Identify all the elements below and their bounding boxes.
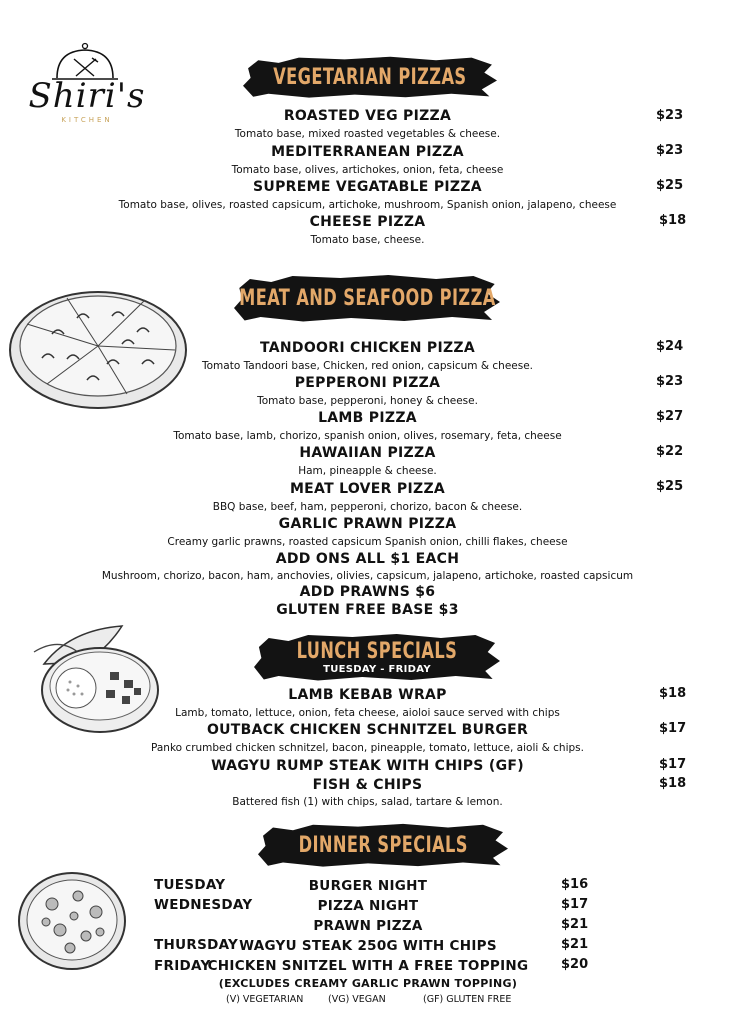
dinner-item-price: $20: [561, 957, 589, 972]
menu-item-name: GARLIC PRAWN PIZZA: [278, 516, 457, 532]
veg-section-banner: [243, 55, 497, 99]
menu-item-name: MEAT LOVER PIZZA: [289, 481, 446, 497]
menu-item-desc: Tomato base, pepperoni, honey & cheese.: [257, 395, 478, 407]
menu-item-price: $22: [656, 444, 684, 459]
menu-item-price: $18: [659, 776, 687, 791]
menu-item-price: $23: [656, 143, 684, 158]
menu-item-desc: Battered fish (1) with chips, salad, tartare & lemon.: [232, 796, 503, 808]
menu-item-price: $23: [656, 374, 684, 389]
menu-item-name: LAMB KEBAB WRAP: [288, 687, 447, 703]
menu-item-name: CHEESE PIZZA: [309, 214, 426, 230]
dinner-section-title: DINNER SPECIALS: [298, 832, 468, 858]
menu-item-name: MEDITERRANEAN PIZZA: [271, 144, 464, 160]
dinner-note: (EXCLUDES CREAMY GARLIC PRAWN TOPPING): [218, 977, 518, 990]
dinner-day: FRIDAY: [154, 958, 211, 974]
menu-item-name: WAGYU RUMP STEAK WITH CHIPS (GF): [211, 758, 524, 774]
menu-item-price: $18: [659, 213, 687, 228]
dinner-item-name: PRAWN PIZZA: [313, 918, 423, 934]
menu-item-desc: Tomato base, lamb, chorizo, spanish onion, olives, rosemary, feta, cheese: [173, 430, 562, 442]
legend-vegetarian: (V) VEGETARIAN: [226, 994, 304, 1005]
lunch-section-banner: [254, 632, 500, 682]
lunch-section-subtitle: TUESDAY - FRIDAY: [323, 664, 431, 675]
menu-item-desc: Creamy garlic prawns, roasted capsicum Spanish onion, chilli flakes, cheese: [167, 536, 568, 548]
dinner-item-name: BURGER NIGHT: [308, 878, 428, 894]
menu-item-price: $25: [656, 178, 684, 193]
dinner-item-price: $17: [561, 897, 589, 912]
dinner-day: TUESDAY: [154, 877, 226, 893]
menu-item-name: OUTBACK CHICKEN SCHNITZEL BURGER: [206, 722, 529, 738]
menu-item-desc: Tomato Tandoori base, Chicken, red onion, capsicum & cheese.: [201, 360, 534, 372]
menu-item-price: $23: [656, 108, 684, 123]
pizza-illustration-small: [16, 868, 128, 974]
dinner-item-price: $21: [561, 937, 589, 952]
menu-item-name: LAMB PIZZA: [318, 410, 417, 426]
dinner-item-price: $21: [561, 917, 589, 932]
menu-item-price: $18: [659, 686, 687, 701]
menu-item-price: $24: [656, 339, 684, 354]
dinner-day: WEDNESDAY: [154, 897, 253, 913]
legend-vegan: (VG) VEGAN: [328, 994, 386, 1005]
addons-title: ADD ONS ALL $1 EACH: [275, 551, 460, 567]
menu-item-desc: Panko crumbed chicken schnitzel, bacon, pineapple, tomato, lettuce, aioli & chips.: [151, 742, 584, 754]
addon-prawns: ADD PRAWNS $6: [299, 584, 436, 600]
menu-item-name: PEPPERONI PIZZA: [294, 375, 441, 391]
menu-item-desc: Tomato base, cheese.: [310, 234, 425, 246]
dinner-item-name: PIZZA NIGHT: [317, 898, 419, 914]
menu-item-name: ROASTED VEG PIZZA: [283, 108, 452, 124]
legend-gluten-free: (GF) GLUTEN FREE: [423, 994, 512, 1005]
addon-gluten-free: GLUTEN FREE BASE $3: [276, 602, 459, 618]
logo-subtitle: KITCHEN: [61, 116, 113, 124]
dinner-item-name: CHICKEN SNITZEL WITH A FREE TOPPING: [207, 958, 529, 974]
dinner-day: THURSDAY: [154, 937, 239, 953]
menu-item-desc: Tomato base, olives, roasted capsicum, artichoke, mushroom, Spanish onion, jalapeno, cheese: [118, 199, 617, 211]
meat-section-title: MEAT AND SEAFOOD PIZZA: [238, 285, 496, 311]
addons-list: Mushroom, chorizo, bacon, ham, anchovies, olivies, capsicum, jalapeno, artichoke, roasted capsicum: [101, 570, 634, 582]
menu-item-desc: BBQ base, beef, ham, pepperoni, chorizo, bacon & cheese.: [212, 501, 523, 513]
menu-item-price: $25: [656, 479, 684, 494]
dinner-section-banner: [258, 822, 508, 868]
logo-name: Shiri's: [28, 76, 146, 116]
lunch-section-title: LUNCH SPECIALS: [296, 639, 458, 664]
dinner-item-price: $16: [561, 877, 589, 892]
menu-item-desc: Tomato base, olives, artichokes, onion, feta, cheese: [231, 164, 504, 176]
menu-item-desc: Tomato base, mixed roasted vegetables & cheese.: [234, 128, 501, 140]
menu-item-name: HAWAIIAN PIZZA: [299, 445, 436, 461]
menu-item-desc: Lamb, tomato, lettuce, onion, feta cheese, aioloi sauce served with chips: [175, 707, 560, 719]
menu-item-price: $17: [659, 757, 687, 772]
curry-bowl-illustration: [30, 624, 160, 736]
menu-item-desc: Ham, pineapple & cheese.: [298, 465, 437, 477]
dinner-item-name: WAGYU STEAK 250G WITH CHIPS: [239, 938, 497, 954]
menu-item-name: SUPREME VEGATABLE PIZZA: [253, 179, 482, 195]
menu-item-name: TANDOORI CHICKEN PIZZA: [260, 340, 475, 356]
menu-item-name: FISH & CHIPS: [312, 777, 423, 793]
meat-section-banner: [234, 273, 500, 323]
menu-item-price: $27: [656, 409, 684, 424]
veg-section-title: VEGETARIAN PIZZAS: [273, 64, 467, 90]
menu-item-price: $17: [659, 721, 687, 736]
